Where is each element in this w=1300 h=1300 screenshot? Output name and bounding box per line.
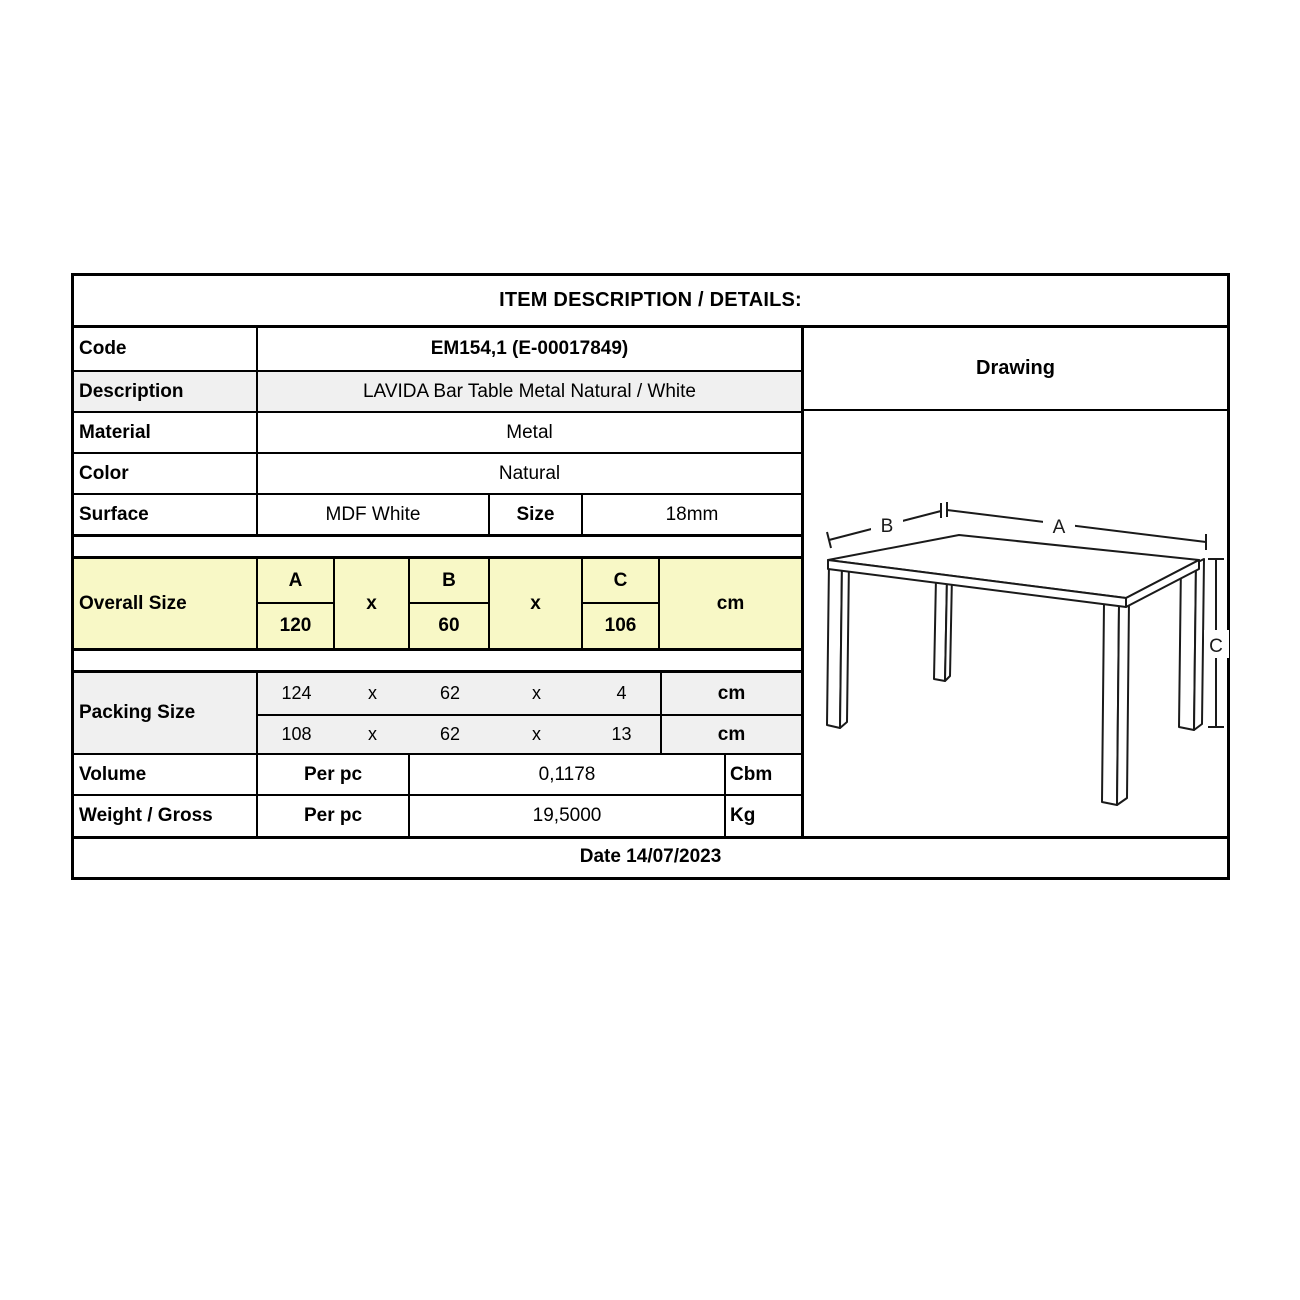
row-overall-size: [74, 556, 801, 648]
spacer-row: [74, 648, 801, 670]
volume-unit: Cbm: [724, 755, 801, 794]
dim-a-name: A: [258, 559, 333, 604]
packing-1-sep-2: x: [532, 683, 541, 703]
row-description: [74, 370, 801, 411]
weight-label: Weight / Gross: [79, 805, 213, 826]
row-color: [74, 452, 801, 493]
overall-separator-2: x: [488, 559, 581, 648]
dim-c-value: 106: [604, 615, 637, 636]
spacer-row: [74, 534, 801, 556]
dim-a-value: 120: [279, 615, 312, 636]
color-value: Natural: [256, 454, 801, 493]
packing-1-sep-1: x: [368, 683, 377, 703]
dim-label-b: B: [880, 516, 894, 537]
packing-row-2: [256, 714, 801, 753]
surface-size-value: 18mm: [581, 495, 801, 534]
table-leg-front-side: [1117, 600, 1129, 805]
dim-c-name: C: [583, 559, 658, 604]
packing-1-dim-c: 4: [616, 683, 627, 703]
packing-1-dim-b: 62: [439, 683, 461, 703]
date-text: Date 14/07/2023: [579, 846, 722, 867]
color-label: Color: [79, 462, 129, 484]
volume-label: Volume: [79, 763, 147, 785]
drawing-title: Drawing: [804, 328, 1227, 411]
packing-row-2-values: [256, 716, 660, 753]
material-value: Metal: [256, 413, 801, 452]
row-surface: [74, 493, 801, 534]
table-body: [74, 328, 1227, 836]
packing-2-unit: cm: [660, 716, 801, 753]
packing-2-sep-2: x: [532, 724, 541, 744]
table-leg-right-side: [1194, 559, 1204, 730]
overall-dim-a: [256, 559, 333, 648]
overall-dim-c: [581, 559, 658, 648]
overall-dim-b: [408, 559, 488, 648]
volume-basis: Per pc: [256, 755, 408, 794]
surface-size-label: Size: [488, 495, 581, 534]
surface-label: Surface: [79, 503, 149, 525]
item-details-table: [71, 273, 1230, 880]
table-leg-back-side: [945, 575, 952, 681]
packing-rows: [256, 673, 801, 753]
table-sketch-drawing: [804, 411, 1231, 834]
code-label: Code: [79, 338, 127, 359]
dim-b-name: B: [410, 559, 488, 604]
row-material: [74, 411, 801, 452]
packing-1-unit: cm: [660, 673, 801, 714]
drawing-panel: [801, 328, 1227, 836]
volume-value: 0,1178: [408, 755, 724, 794]
packing-2-dim-c: 13: [611, 724, 632, 744]
spec-rows-section: [74, 328, 801, 836]
date-row: [74, 836, 1227, 875]
weight-basis: Per pc: [256, 796, 408, 836]
packing-2-dim-a: 108: [281, 724, 312, 744]
description-value: LAVIDA Bar Table Metal Natural / White: [256, 372, 801, 411]
material-label: Material: [79, 421, 151, 443]
overall-separator-1: x: [333, 559, 408, 648]
packing-1-dim-a: 124: [281, 683, 312, 703]
surface-value: MDF White: [256, 495, 488, 534]
weight-unit: Kg: [724, 796, 801, 836]
dim-label-c: C: [1209, 636, 1223, 657]
description-label: Description: [79, 380, 184, 402]
packing-row-1: [256, 673, 801, 714]
weight-value: 19,5000: [408, 796, 724, 836]
dim-label-a: A: [1052, 517, 1066, 538]
drawing-canvas: [804, 411, 1227, 836]
table-title: ITEM DESCRIPTION / DETAILS:: [74, 276, 1227, 328]
row-weight: [74, 794, 801, 836]
table-leg-left-side: [840, 559, 849, 728]
row-volume: [74, 753, 801, 794]
overall-unit: cm: [658, 559, 801, 648]
row-packing-size: [74, 670, 801, 753]
dim-b-value: 60: [438, 615, 460, 636]
packing-size-label: Packing Size: [79, 702, 196, 723]
code-value: EM154,1 (E-00017849): [256, 328, 801, 370]
overall-size-label: Overall Size: [79, 592, 187, 614]
packing-2-dim-b: 62: [439, 724, 461, 744]
packing-row-1-values: [256, 673, 660, 714]
row-code: [74, 328, 801, 370]
packing-2-sep-1: x: [368, 724, 377, 744]
